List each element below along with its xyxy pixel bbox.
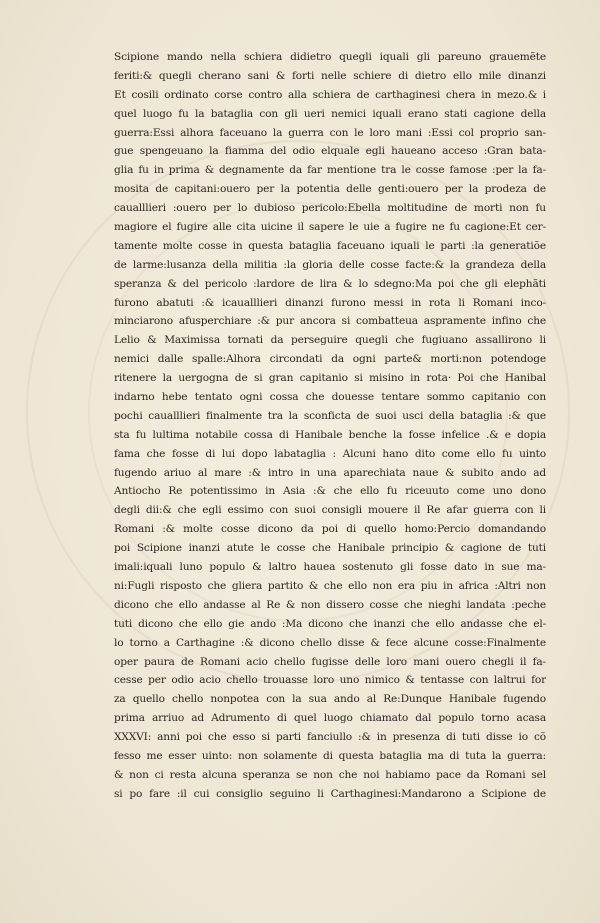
text-line: speranza & del pericolo :lardore de lira & lo sdegno:Ma poi che gli elephãti	[114, 277, 546, 290]
text-line: za quello chello nonpotea con la sua ando al Re:Dunque Hanibale fugendo	[114, 693, 546, 706]
text-line: Lelio & Maximissa tornati da perseguire quegli che fugiuano assallirono li	[114, 334, 546, 347]
text-line: fama che fosse di lui dopo labataglia : Alcuni hano dito come ello fu uinto	[114, 447, 546, 460]
text-line: caualllieri :ouero per lo dubioso pericolo:Ebella moltitudine de morti non fu	[114, 202, 546, 215]
text-line: cesse per odio acio chello trouasse loro uno nimico & tentasse con laltrui for	[114, 674, 546, 687]
text-line: prima arriuo ad Adrumento di quel luogo chiamato dal populo torno acasa	[114, 712, 546, 725]
text-line: tamente molte cosse in questa bataglia faceuano iquali le parti :la generatiõe	[114, 239, 546, 252]
text-line: imali:iquali luno populo & laltro haueа sostenuto gli fosse dato in sue ma-	[114, 561, 546, 574]
text-line: Scipione mando nella schiera didietro quegli iquali gli pareuno grauemẽte	[114, 51, 546, 63]
text-line: Et cosili ordinato corse contro alla schiera de carthaginesi chera in mezo.& i	[114, 88, 546, 101]
text-line: glia fu in prima & degnamente da far mentione tra le cosse famose :per la fa-	[114, 164, 546, 177]
text-line: mosita de capitani:ouero per la potentia delle genti:ouero per la prodeza de	[114, 183, 546, 196]
text-line: degli dii:& che egli essimo con suoi consigli mouere il Re afar guerra con li	[114, 504, 546, 517]
text-line: Antiocho Re potentissimo in Asia :& che ello fu riceuuto come uno dono	[114, 485, 546, 498]
text-line: minciarono afusperchiare :& pur ancora si combatteua aspramente infino che	[114, 315, 546, 328]
text-line: ritenere la uergogna de si gran capitanio si misino in rota· Poi che Hanibal	[114, 372, 546, 385]
text-line: poi Scipione inanzi atute le cosse che Hanibale principio & cagione de tuti	[114, 542, 546, 555]
text-line: de larme:lusanza della militia :la gloria delle cosse facte:& la grandeza della	[114, 258, 546, 271]
text-line: furono abatuti :& icaualllieri dinanzi furono messi in rota li Romani inco-	[114, 296, 546, 309]
text-line: oper paura de Romani acio chello fugisse delle loro mani ouero chegli il fa-	[114, 655, 546, 668]
text-line: magiore el fugire alle cita uicine il sapere le uie a fugire ne fu cagione:Et cer-	[114, 221, 546, 234]
text-line: lo torno a Carthagine :& dicono chello disse & fece alcune cosse:Finalmente	[114, 636, 546, 649]
text-line: guerra:Essi alhora faceuano la guerra con le loro mani :Essi col proprio san-	[114, 126, 546, 139]
text-line: ni:Fugli risposto che gliera partito & che ello non era piu in africa :Altri non	[114, 579, 546, 592]
text-line: XXXVI: anni poi che esso si parti fanciullo :& in presenza di tuti disse io cõ	[114, 731, 546, 744]
text-line: Romani :& molte cosse dicono da poi di quello homo:Percio domandando	[114, 523, 546, 536]
text-line: indarno hebe tentato ogni cossa che douesse tentare sommo capitanio con	[114, 391, 546, 404]
text-line: fugendo ariuo al mare :& intro in una aparechiata naue & subito ando ad	[114, 466, 546, 479]
text-line: nemici dalle spalle:Alhora circondati da ogni parte& morti:non potendoge	[114, 353, 546, 366]
text-line: si po fare :il cui consiglio seguino li Carthaginesi:Mandarono a Scipione de	[114, 787, 546, 800]
text-line: sta fu lultima notabile cossa di Hanibale benche la fosse infelice .& e dopia	[114, 428, 546, 441]
text-line: dicono che ello andasse al Re & non dissero cosse che nieghi landata :peche	[114, 598, 546, 611]
text-line: quel luogo fu la bataglia con gli ueri nemici iquali erano stati cagione della	[114, 107, 546, 120]
text-line: & non ci resta alcuna speranza se non che noi habiamo pace da Romani sel	[114, 768, 546, 781]
text-line: feriti:& quegli cherano sani & forti nelle schiere di dietro ello mile dinanzi	[114, 69, 546, 82]
text-line: tuti dicono che ello gie ando :Ma dicono che inanzi che ello andasse che el-	[114, 617, 546, 630]
text-line: gue spengeuano la fiamma del odio elquale egli haueano acceso :Gran bata-	[114, 145, 546, 158]
text-line: fesso me esser uinto: non solamente di questa bataglia ma di tuta la guerra:	[114, 749, 546, 762]
body-text	[114, 48, 546, 804]
text-line: pochi caualllieri finalmente tra la sconficta de suoi usci della bataglia :& que	[114, 409, 546, 422]
